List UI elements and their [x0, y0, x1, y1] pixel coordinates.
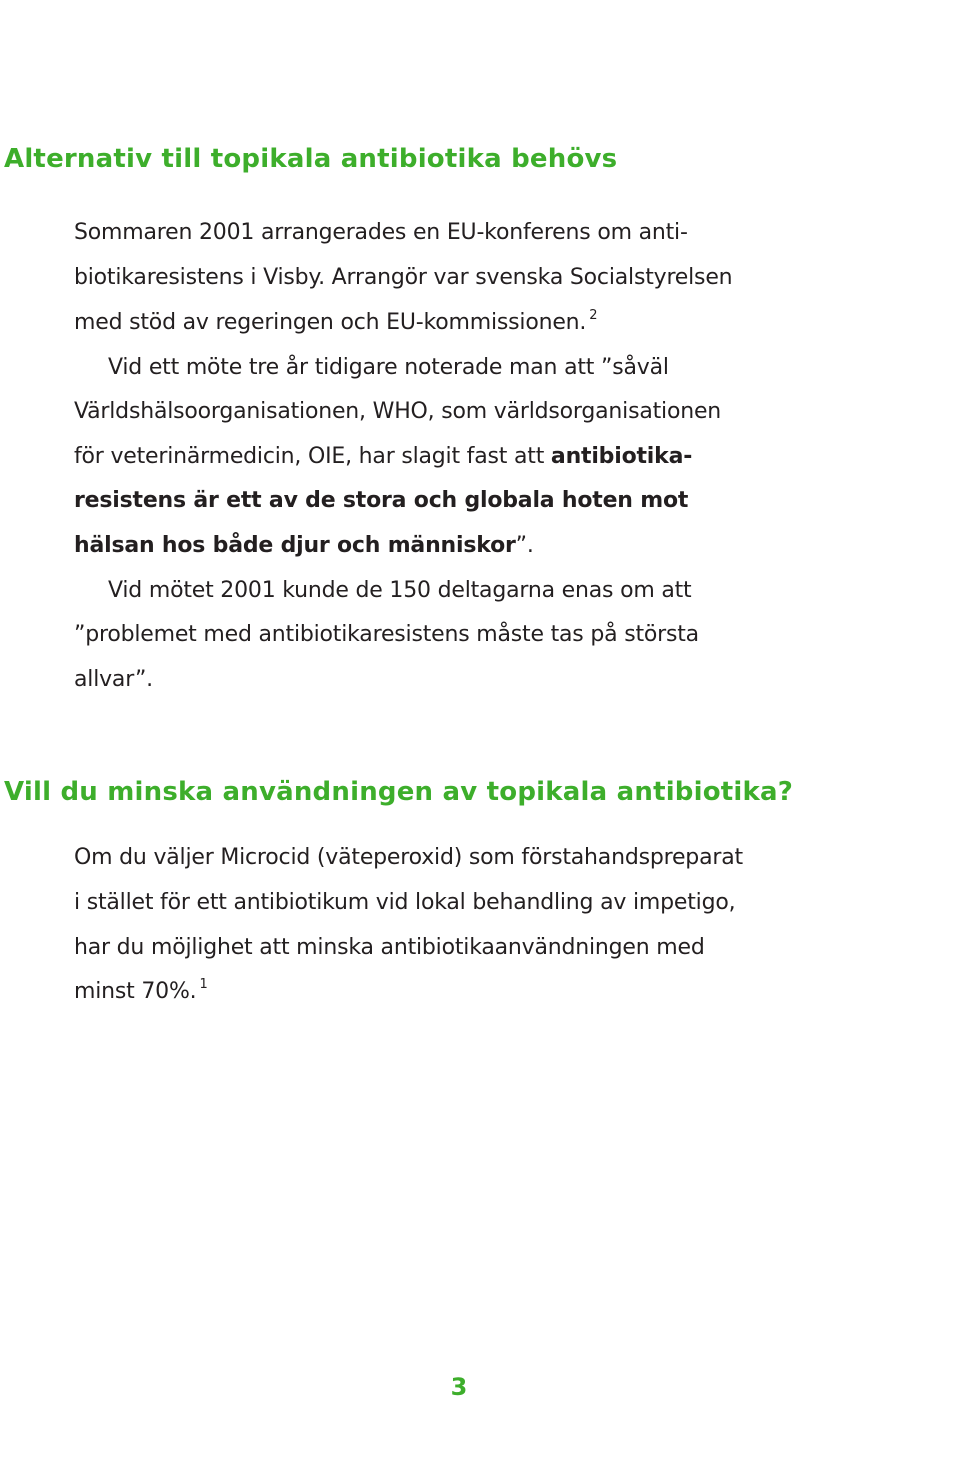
paragraph-line: Sommaren 2001 arrangerades en EU-konferens om anti-	[74, 220, 688, 245]
section-heading-alternatives: Alternativ till topikala antibiotika behövs	[4, 144, 618, 174]
paragraph-line: i stället för ett antibiotikum vid lokal behandling av impetigo,	[74, 890, 736, 915]
section-heading-reduce-usage: Vill du minska användningen av topikala antibiotika?	[4, 777, 794, 807]
paragraph-line: har du möjlighet att minska antibiotikaanvändningen med	[74, 935, 705, 960]
emphasized-quote: hälsan hos både djur och människor	[74, 533, 516, 558]
paragraph-line: biotikaresistens i Visby. Arrangör var svenska Socialstyrelsen	[74, 265, 733, 290]
paragraph-line: Världshälsoorganisationen, WHO, som världsorganisationen	[74, 399, 722, 424]
emphasized-quote-line: resistens är ett av de stora och globala hoten mot	[74, 488, 689, 513]
paragraph-line	[74, 308, 597, 338]
paragraph-line	[74, 977, 208, 1007]
paragraph-line: Vid mötet 2001 kunde de 150 deltagarna enas om att	[108, 578, 692, 603]
paragraph-line	[74, 531, 534, 561]
paragraph-line: ”problemet med antibiotikaresistens måste tas på största	[74, 622, 699, 647]
paragraph-text: för veterinärmedicin, OIE, har slagit fast att	[74, 444, 551, 469]
paragraph-line: allvar”.	[74, 667, 153, 692]
paragraph-line: Vid ett möte tre år tidigare noterade man att ”såväl	[108, 355, 669, 380]
footnote-ref-2: 2	[589, 308, 598, 323]
footnote-ref-1: 1	[199, 977, 208, 992]
paragraph-line	[74, 442, 692, 472]
page-number: 3	[450, 1373, 468, 1401]
paragraph-text: ”.	[515, 533, 534, 558]
paragraph-line: Om du väljer Microcid (väteperoxid) som förstahandspreparat	[74, 845, 743, 870]
paragraph-text: minst 70%.	[74, 979, 197, 1004]
emphasized-quote: antibiotika-	[550, 444, 693, 469]
paragraph-text: med stöd av regeringen och EU-kommissionen.	[74, 310, 587, 335]
